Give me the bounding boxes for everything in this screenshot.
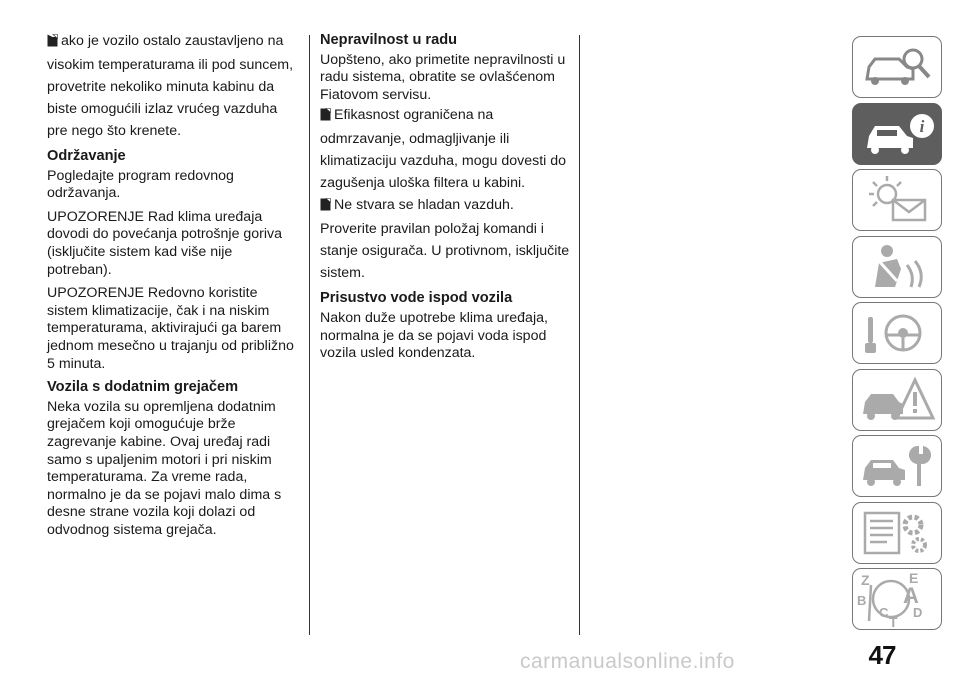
tip-icon	[47, 32, 58, 54]
car-wrench-icon	[853, 436, 941, 496]
car-warning-triangle-icon	[853, 370, 941, 430]
index-letter: B	[857, 593, 867, 608]
index-letter: C	[879, 605, 889, 620]
tip-icon	[320, 106, 331, 128]
tab-getting-to-know-car[interactable]	[852, 36, 942, 98]
column-divider	[309, 35, 310, 635]
warning-regular-use: UPOZORENJE Redovno koristite sistem klimatizacije, čak i na niskim temperaturama, aktivirajući ga barem jednom mesečno u trajanju od približno 5 minuta.	[47, 285, 294, 372]
tip-text: ako je vozilo ostalo zaustavljeno na visokim temperaturama ili pod suncem, provetrite nekoliko minuta kabinu da biste omogućili izlaz vrućeg vazduha pre nego što krenete.	[47, 33, 294, 139]
warning-fuel-consumption: UPOZORENJE Rad klima uređaja dovodi do povećanja potrošnje goriva (isključite sistem kad više nije potreban).	[47, 208, 283, 278]
tip-text: Ne stvara se hladan vazduh.	[334, 197, 514, 214]
maintenance-heading: Održavanje	[47, 148, 126, 164]
index-letter: A	[903, 583, 919, 608]
index-letter: E	[909, 570, 919, 586]
heater-heading: Vozila s dodatnim grejačem	[47, 379, 239, 396]
tip-paragraph-2	[320, 104, 575, 194]
maintenance-text: Pogledajte program redovnog održavanja.	[47, 167, 234, 202]
malfunction-text: Uopšteno, ako primetite nepravilnosti u radu sistema, obratite se ovlašćenom Fiatovom servisu.	[320, 51, 566, 103]
warning-light-envelope-icon	[853, 170, 941, 230]
heater-text: Neka vozila su opremljena dodatnim grejačem koji omogućuje brže zagrevanje kabine. Ovaj uređaj radi samo s upaljenim motori i pri niskim temperaturama. Za vreme rada, normalno je da se pojavi malo dima s desne strane vozila koji dolazi od odvodnog sistema grejača.	[47, 398, 282, 538]
malfunction-heading: Nepravilnost u radu	[320, 32, 458, 48]
tip-text: Efikasnost ograničena na odmrzavanje, odmagljivanje ili klimatizaciju vazduha, mogu dovesti do zagušenja uloška filtera u kabini.	[320, 107, 567, 192]
tab-emergency[interactable]	[852, 369, 942, 431]
water-heading: Prisustvo vode ispod vozila	[320, 290, 513, 307]
tab-safety[interactable]	[852, 236, 942, 298]
alphabet-index-icon	[853, 569, 941, 629]
tab-starting-driving[interactable]	[852, 302, 942, 364]
tip-paragraph-1	[47, 30, 299, 142]
list-gears-icon	[853, 503, 941, 563]
steering-key-icon	[853, 303, 941, 363]
car-info-icon	[853, 104, 941, 164]
tab-index[interactable]	[852, 568, 942, 630]
index-letter: T	[889, 614, 898, 629]
page-number: 47	[868, 640, 896, 670]
tip-icon	[320, 196, 331, 218]
tab-maintenance[interactable]	[852, 435, 942, 497]
index-letter: Z	[861, 572, 870, 588]
watermark: carmanualsonline.info	[520, 650, 735, 673]
column-divider	[579, 35, 580, 635]
svg-text:i: i	[919, 116, 925, 136]
left-column	[47, 30, 299, 545]
right-column	[320, 30, 575, 369]
chapter-tabs	[852, 36, 944, 635]
tab-lights-warnings[interactable]	[852, 169, 942, 231]
index-letter: D	[913, 605, 923, 620]
tip3-explanation: Proverite pravilan položaj komandi i stanje osigurača. U protivnom, isključite sistem.	[320, 221, 570, 282]
tab-instruments-info[interactable]	[852, 103, 942, 165]
water-text: Nakon duže upotrebe klima uređaja, normalna je da se pojavi voda ispod vozila usled kondenzata.	[320, 309, 548, 362]
car-magnifier-icon	[853, 37, 941, 97]
seatbelt-icon	[853, 237, 941, 297]
tip-paragraph-3	[320, 194, 575, 218]
tab-technical-data[interactable]	[852, 502, 942, 564]
